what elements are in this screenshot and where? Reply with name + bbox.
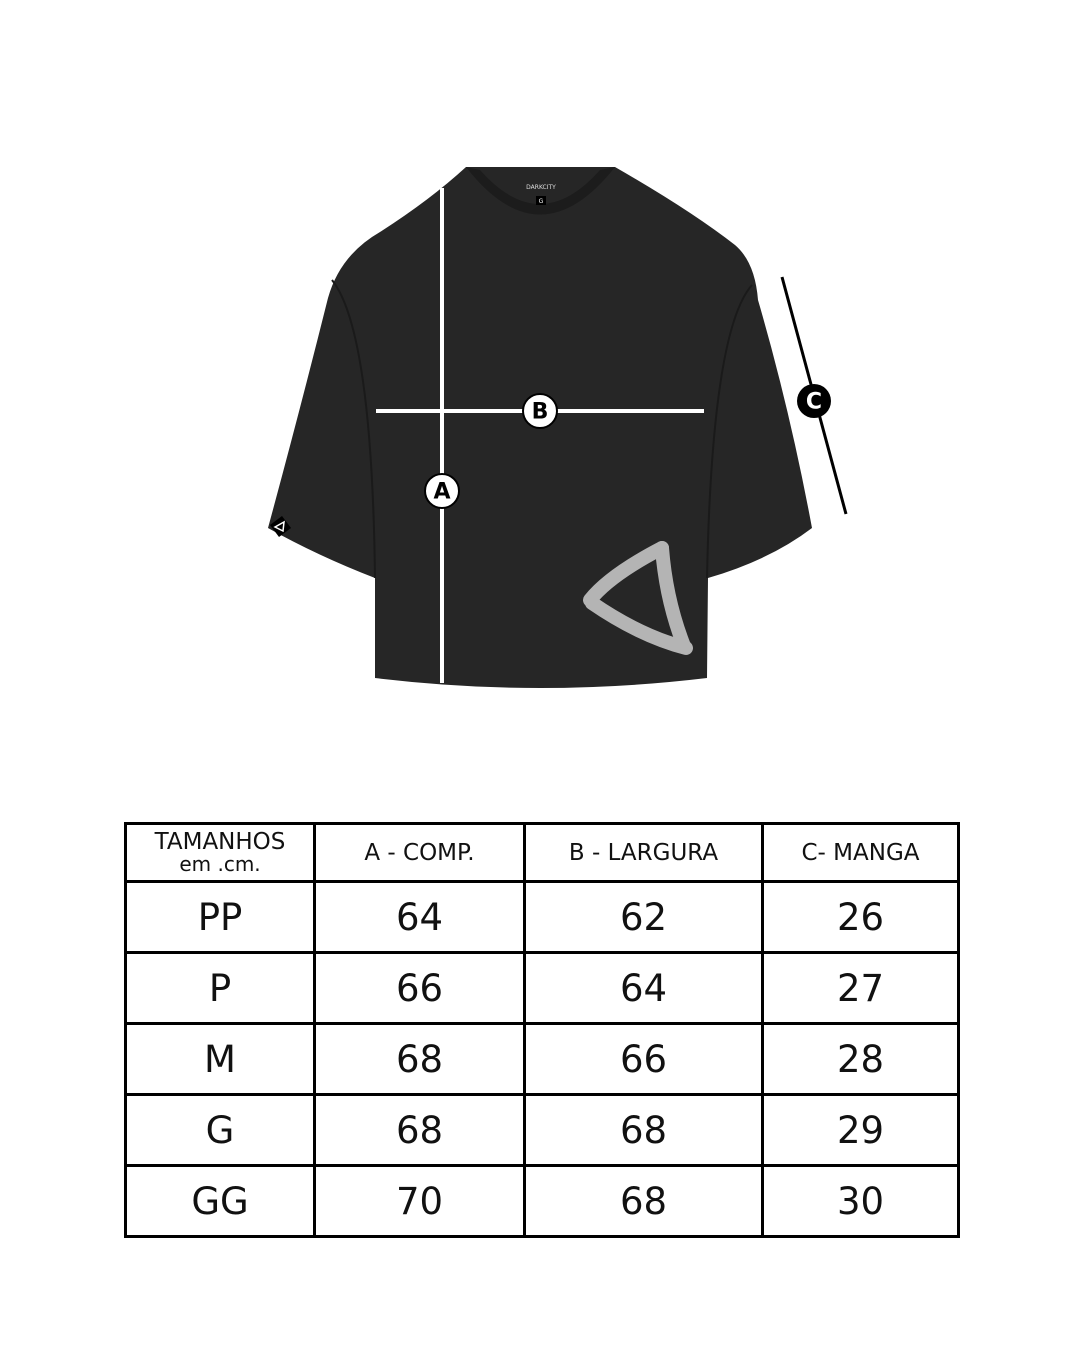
table-row (126, 953, 959, 1024)
header-sizes (126, 824, 315, 882)
header-sizes-unit: em .cm. (179, 852, 261, 876)
neck-label-brand: DARKCITY (526, 184, 556, 191)
marker-c (797, 384, 831, 418)
sleeve-cell: 26 (763, 882, 959, 953)
table-row (126, 1024, 959, 1095)
svg-text:B: B (531, 399, 549, 425)
width-cell: 62 (525, 882, 763, 953)
sleeve-cell: 29 (763, 1095, 959, 1166)
table-row (126, 1095, 959, 1166)
sleeve-cell: 30 (763, 1166, 959, 1237)
table-row (126, 1166, 959, 1237)
width-cell: 64 (525, 953, 763, 1024)
width-cell: 68 (525, 1095, 763, 1166)
header-sleeve: C- MANGA (763, 824, 959, 882)
size-chart-table (124, 822, 960, 1238)
neck-label-size: G (538, 198, 544, 205)
table-row (126, 882, 959, 953)
header-row (126, 824, 959, 882)
length-cell: 68 (315, 1095, 525, 1166)
sleeve-cell: 28 (763, 1024, 959, 1095)
length-cell: 68 (315, 1024, 525, 1095)
svg-text:C: C (805, 389, 823, 415)
size-chart-body (126, 882, 959, 1237)
marker-a (425, 474, 459, 508)
width-cell: 68 (525, 1166, 763, 1237)
marker-b (523, 394, 557, 428)
size-cell: P (126, 953, 315, 1024)
length-cell: 70 (315, 1166, 525, 1237)
header-sizes-title: TAMANHOS (154, 829, 286, 855)
size-chart-header (126, 824, 959, 882)
length-cell: 64 (315, 882, 525, 953)
svg-text:A: A (433, 479, 451, 505)
size-cell: PP (126, 882, 315, 953)
width-cell: 66 (525, 1024, 763, 1095)
sleeve-cell: 27 (763, 953, 959, 1024)
size-cell: GG (126, 1166, 315, 1237)
header-width: B - LARGURA (525, 824, 763, 882)
size-cell: G (126, 1095, 315, 1166)
header-length: A - COMP. (315, 824, 525, 882)
size-cell: M (126, 1024, 315, 1095)
length-cell: 66 (315, 953, 525, 1024)
